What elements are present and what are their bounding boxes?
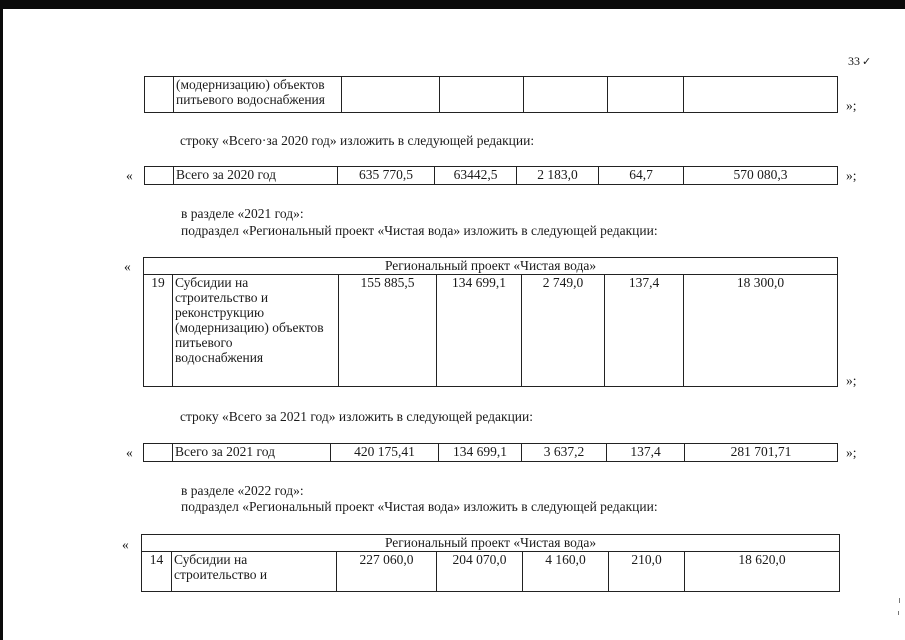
closing-quote: »; — [846, 168, 857, 183]
cell-value: 18 300,0 — [684, 275, 838, 387]
opening-quote: « — [122, 537, 129, 552]
closing-quote: »; — [846, 373, 857, 388]
closing-quote: »; — [846, 445, 857, 460]
cell-value: 281 701,71 — [685, 444, 838, 462]
scan-top-border — [0, 0, 905, 9]
cell-name: Субсидии на строительство и — [172, 552, 337, 592]
cell-name: Субсидии на строительство и реконструкцию (модернизацию) объектов питьевого водоснабжения — [173, 275, 339, 387]
continued-table — [144, 76, 838, 113]
cell-value: 63442,5 — [435, 167, 517, 185]
table-header-row — [144, 258, 838, 275]
cell-value: 3 637,2 — [522, 444, 607, 462]
section-2021-subsection: подраздел «Региональный проект «Чистая вода» изложить в следующей редакции: — [181, 223, 658, 238]
table-row — [144, 444, 838, 462]
cell-num — [145, 167, 174, 185]
cell-name: (модернизацию) объектов питьевого водоснабжения — [174, 77, 342, 113]
cell-num: 14 — [142, 552, 172, 592]
cell-value: 210,0 — [609, 552, 685, 592]
cell-value: 4 160,0 — [523, 552, 609, 592]
section-2021-title: в разделе «2021 год»: — [181, 206, 304, 221]
table-row — [142, 552, 840, 592]
cell-value: 635 770,5 — [338, 167, 435, 185]
table-2022 — [141, 534, 840, 592]
cell-value — [608, 77, 684, 113]
cell-value: 570 080,3 — [684, 167, 838, 185]
cell-value: 204 070,0 — [437, 552, 523, 592]
cell-value — [524, 77, 608, 113]
cell-value — [440, 77, 524, 113]
total-2020-table — [144, 166, 838, 185]
table-header-row — [142, 535, 840, 552]
cell-value — [342, 77, 440, 113]
opening-quote: « — [126, 445, 133, 460]
cell-value: 227 060,0 — [337, 552, 437, 592]
table-header: Региональный проект «Чистая вода» — [142, 535, 840, 552]
cell-value: 2 183,0 — [517, 167, 599, 185]
cell-value: 155 885,5 — [339, 275, 437, 387]
page-check-mark: ✓ — [862, 56, 872, 68]
paragraph-total-2021: строку «Всего за 2021 год» изложить в следующей редакции: — [180, 409, 533, 424]
closing-quote: »; — [846, 98, 857, 113]
cell-value: 18 620,0 — [685, 552, 840, 592]
cell-num: 19 — [144, 275, 173, 387]
table-row — [145, 77, 838, 113]
table-row — [145, 167, 838, 185]
table-2021 — [143, 257, 838, 387]
cell-value: 420 175,41 — [331, 444, 439, 462]
cell-value: 134 699,1 — [437, 275, 522, 387]
scan-artifact — [898, 611, 899, 615]
cell-num — [145, 77, 174, 113]
table-header: Региональный проект «Чистая вода» — [144, 258, 838, 275]
paragraph-total-2020: строку «Всего·за 2020 год» изложить в следующей редакции: — [180, 133, 535, 148]
table-row — [144, 275, 838, 387]
scan-left-border — [0, 9, 3, 640]
cell-value: 137,4 — [605, 275, 684, 387]
cell-label: Всего за 2021 год — [173, 444, 331, 462]
opening-quote: « — [124, 259, 131, 274]
section-2022-subsection: подраздел «Региональный проект «Чистая вода» изложить в следующей редакции: — [181, 499, 658, 514]
cell-value: 137,4 — [607, 444, 685, 462]
cell-num — [144, 444, 173, 462]
opening-quote: « — [126, 168, 133, 183]
cell-value: 134 699,1 — [439, 444, 522, 462]
total-2021-table — [143, 443, 838, 462]
cell-label: Всего за 2020 год — [174, 167, 338, 185]
page-number: 33 ✓ — [848, 54, 872, 68]
cell-value — [684, 77, 838, 113]
scan-artifact — [899, 598, 900, 603]
section-2022-title: в разделе «2022 год»: — [181, 483, 304, 498]
cell-value: 64,7 — [599, 167, 684, 185]
cell-value: 2 749,0 — [522, 275, 605, 387]
